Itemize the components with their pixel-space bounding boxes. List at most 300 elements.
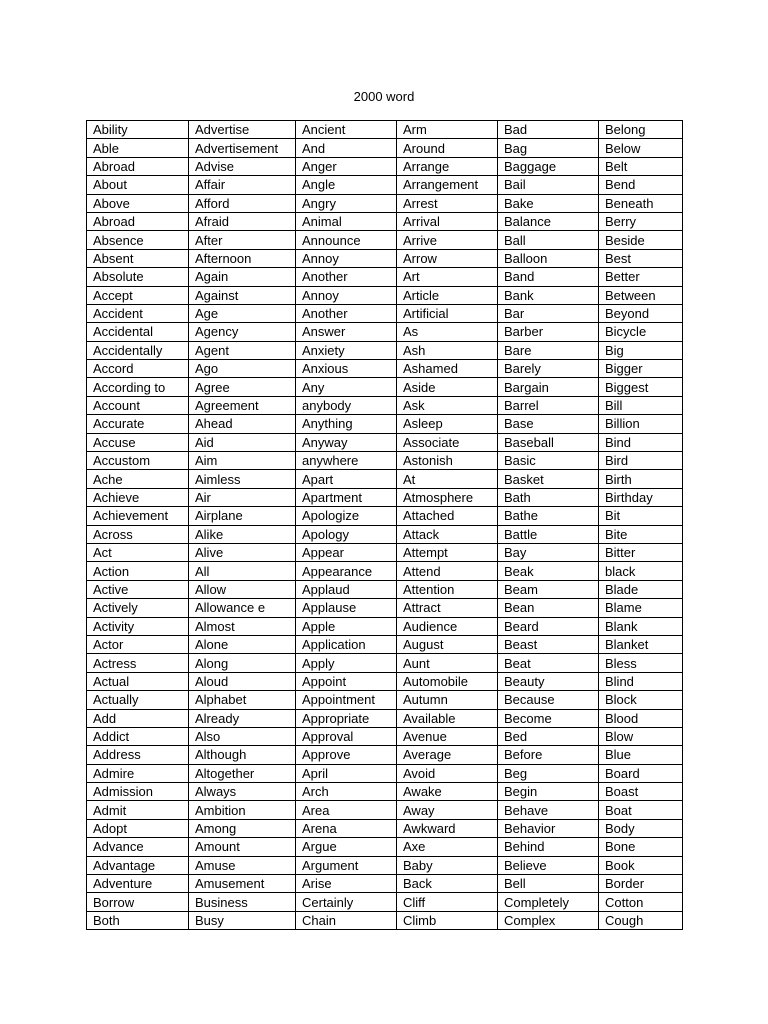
table-row [87, 304, 683, 322]
word-cell: Bell [498, 875, 599, 893]
word-cell: Afternoon [189, 249, 296, 267]
word-cell: All [189, 562, 296, 580]
word-cell: Advance [87, 838, 189, 856]
word-cell: Amuse [189, 856, 296, 874]
word-cell: Baseball [498, 433, 599, 451]
word-cell: Bath [498, 488, 599, 506]
word-cell: Berry [599, 212, 683, 230]
word-cell: Better [599, 268, 683, 286]
word-cell: Ache [87, 470, 189, 488]
word-cell: Certainly [296, 893, 397, 911]
word-cell: Basket [498, 470, 599, 488]
word-cell: Abroad [87, 212, 189, 230]
word-cell: Arrival [397, 212, 498, 230]
table-row [87, 231, 683, 249]
word-cell: Actively [87, 599, 189, 617]
word-cell: Actor [87, 635, 189, 653]
word-cell: Allowance e [189, 599, 296, 617]
word-cell: Bank [498, 286, 599, 304]
word-cell: Blood [599, 709, 683, 727]
word-cell: Both [87, 911, 189, 929]
word-cell: Admire [87, 764, 189, 782]
word-cell: Apartment [296, 488, 397, 506]
word-cell: Bless [599, 654, 683, 672]
word-cell: Applause [296, 599, 397, 617]
table-row [87, 286, 683, 304]
word-cell: Ashamed [397, 360, 498, 378]
word-cell: Beam [498, 580, 599, 598]
word-cell: Best [599, 249, 683, 267]
word-cell: Already [189, 709, 296, 727]
word-cell: Agreement [189, 396, 296, 414]
word-cell: Completely [498, 893, 599, 911]
word-cell: Answer [296, 323, 397, 341]
word-cell: Almost [189, 617, 296, 635]
word-cell: Aloud [189, 672, 296, 690]
word-cell: Article [397, 286, 498, 304]
word-cell: Ancient [296, 121, 397, 139]
table-row [87, 856, 683, 874]
word-cell: Blank [599, 617, 683, 635]
word-cell: Advertise [189, 121, 296, 139]
word-cell: Busy [189, 911, 296, 929]
table-row [87, 194, 683, 212]
word-cell: Alive [189, 543, 296, 561]
table-row [87, 249, 683, 267]
word-cell: Birthday [599, 488, 683, 506]
word-cell: Accustom [87, 452, 189, 470]
word-cell: Baby [397, 856, 498, 874]
word-cell: Arrangement [397, 176, 498, 194]
word-cell: Approval [296, 727, 397, 745]
word-cell: Cliff [397, 893, 498, 911]
word-cell: Astonish [397, 452, 498, 470]
word-cell: Alone [189, 635, 296, 653]
word-cell: Blue [599, 746, 683, 764]
word-cell: Barely [498, 360, 599, 378]
table-row [87, 801, 683, 819]
word-cell: Although [189, 746, 296, 764]
word-cell: Anyway [296, 433, 397, 451]
word-cell: Bare [498, 341, 599, 359]
word-cell: Anything [296, 415, 397, 433]
word-cell: Apology [296, 525, 397, 543]
word-cell: Aim [189, 452, 296, 470]
word-cell: Away [397, 801, 498, 819]
word-cell: Always [189, 783, 296, 801]
word-cell: Bit [599, 507, 683, 525]
word-cell: Behavior [498, 819, 599, 837]
table-row [87, 746, 683, 764]
table-row [87, 378, 683, 396]
word-cell: Achieve [87, 488, 189, 506]
word-cell: Attention [397, 580, 498, 598]
word-cell: Action [87, 562, 189, 580]
word-cell: Alike [189, 525, 296, 543]
word-cell: Bag [498, 139, 599, 157]
word-cell: Appropriate [296, 709, 397, 727]
word-cell: Attend [397, 562, 498, 580]
word-cell: Arena [296, 819, 397, 837]
word-cell: Bed [498, 727, 599, 745]
word-cell: Barber [498, 323, 599, 341]
word-cell: Admit [87, 801, 189, 819]
word-cell: Body [599, 819, 683, 837]
table-row [87, 212, 683, 230]
word-cell: Absolute [87, 268, 189, 286]
word-cell: Blade [599, 580, 683, 598]
word-cell: Basic [498, 452, 599, 470]
table-row [87, 525, 683, 543]
table-row [87, 323, 683, 341]
word-cell: Beat [498, 654, 599, 672]
word-cell: Bake [498, 194, 599, 212]
word-cell: Around [397, 139, 498, 157]
word-cell: Anxious [296, 360, 397, 378]
table-row [87, 599, 683, 617]
word-cell: Accept [87, 286, 189, 304]
word-cell: Balloon [498, 249, 599, 267]
word-table-body [87, 121, 683, 930]
word-cell: Ball [498, 231, 599, 249]
word-cell: Attempt [397, 543, 498, 561]
word-cell: Boast [599, 783, 683, 801]
word-cell: Below [599, 139, 683, 157]
word-cell: Borrow [87, 893, 189, 911]
word-cell: Blanket [599, 635, 683, 653]
table-row [87, 396, 683, 414]
word-cell: Afford [189, 194, 296, 212]
table-row [87, 893, 683, 911]
word-cell: Bad [498, 121, 599, 139]
word-cell: Adopt [87, 819, 189, 837]
word-cell: Accurate [87, 415, 189, 433]
word-cell: Age [189, 304, 296, 322]
word-cell: Able [87, 139, 189, 157]
word-cell: Airplane [189, 507, 296, 525]
table-row [87, 507, 683, 525]
word-cell: black [599, 562, 683, 580]
table-row [87, 911, 683, 929]
word-cell: Annoy [296, 286, 397, 304]
table-row [87, 672, 683, 690]
word-cell: Bargain [498, 378, 599, 396]
word-cell: Act [87, 543, 189, 561]
table-row [87, 470, 683, 488]
table-row [87, 691, 683, 709]
word-cell: Applaud [296, 580, 397, 598]
table-row [87, 488, 683, 506]
word-cell: Behave [498, 801, 599, 819]
word-cell: Alphabet [189, 691, 296, 709]
word-cell: Admission [87, 783, 189, 801]
word-cell: Add [87, 709, 189, 727]
table-row [87, 875, 683, 893]
word-cell: And [296, 139, 397, 157]
word-cell: Cough [599, 911, 683, 929]
word-cell: Among [189, 819, 296, 837]
word-table [86, 120, 683, 930]
table-row [87, 268, 683, 286]
word-cell: Available [397, 709, 498, 727]
word-cell: Activity [87, 617, 189, 635]
word-cell: Art [397, 268, 498, 286]
word-cell: Bathe [498, 507, 599, 525]
word-cell: Before [498, 746, 599, 764]
word-cell: Chain [296, 911, 397, 929]
word-cell: Affair [189, 176, 296, 194]
word-cell: Aid [189, 433, 296, 451]
word-cell: Bail [498, 176, 599, 194]
word-cell: Back [397, 875, 498, 893]
table-row [87, 433, 683, 451]
word-cell: Animal [296, 212, 397, 230]
word-cell: Arrow [397, 249, 498, 267]
word-cell: Arrive [397, 231, 498, 249]
word-cell: Bend [599, 176, 683, 194]
table-row [87, 654, 683, 672]
word-cell: Blow [599, 727, 683, 745]
word-cell: Block [599, 691, 683, 709]
word-cell: Billion [599, 415, 683, 433]
word-cell: Bicycle [599, 323, 683, 341]
table-row [87, 341, 683, 359]
word-cell: Artificial [397, 304, 498, 322]
word-cell: Bird [599, 452, 683, 470]
word-cell: Also [189, 727, 296, 745]
word-cell: Active [87, 580, 189, 598]
word-cell: Beg [498, 764, 599, 782]
word-cell: Bone [599, 838, 683, 856]
word-cell: Another [296, 304, 397, 322]
word-cell: Accident [87, 304, 189, 322]
word-cell: Apply [296, 654, 397, 672]
word-cell: Aside [397, 378, 498, 396]
table-row [87, 543, 683, 561]
word-cell: Beard [498, 617, 599, 635]
word-cell: Beyond [599, 304, 683, 322]
word-cell: Beast [498, 635, 599, 653]
word-cell: Boat [599, 801, 683, 819]
word-cell: Actress [87, 654, 189, 672]
page-title: 2000 word [353, 89, 415, 104]
word-cell: Belt [599, 157, 683, 175]
word-cell: Bind [599, 433, 683, 451]
table-row [87, 176, 683, 194]
word-cell: After [189, 231, 296, 249]
table-row [87, 415, 683, 433]
word-cell: Achievement [87, 507, 189, 525]
word-cell: Avoid [397, 764, 498, 782]
word-cell: Beside [599, 231, 683, 249]
word-cell: Baggage [498, 157, 599, 175]
word-cell: Ambition [189, 801, 296, 819]
word-cell: Anger [296, 157, 397, 175]
word-cell: As [397, 323, 498, 341]
word-cell: Appointment [296, 691, 397, 709]
table-row [87, 452, 683, 470]
word-cell: Audience [397, 617, 498, 635]
word-cell: Account [87, 396, 189, 414]
word-cell: Become [498, 709, 599, 727]
word-cell: Advertisement [189, 139, 296, 157]
word-cell: Balance [498, 212, 599, 230]
word-cell: Another [296, 268, 397, 286]
table-row [87, 157, 683, 175]
word-cell: Absence [87, 231, 189, 249]
word-cell: About [87, 176, 189, 194]
word-cell: Bar [498, 304, 599, 322]
table-row [87, 764, 683, 782]
word-cell: Ability [87, 121, 189, 139]
table-row [87, 727, 683, 745]
word-cell: Agent [189, 341, 296, 359]
word-cell: Ago [189, 360, 296, 378]
word-cell: Bite [599, 525, 683, 543]
word-cell: Area [296, 801, 397, 819]
word-cell: Agency [189, 323, 296, 341]
word-cell: Birth [599, 470, 683, 488]
table-row [87, 360, 683, 378]
word-cell: Allow [189, 580, 296, 598]
word-cell: Appoint [296, 672, 397, 690]
word-cell: Believe [498, 856, 599, 874]
word-cell: Blame [599, 599, 683, 617]
word-cell: Asleep [397, 415, 498, 433]
word-cell: Awake [397, 783, 498, 801]
table-row [87, 819, 683, 837]
word-cell: Autumn [397, 691, 498, 709]
word-cell: Addict [87, 727, 189, 745]
word-cell: Argue [296, 838, 397, 856]
word-cell: Average [397, 746, 498, 764]
word-cell: Accord [87, 360, 189, 378]
word-cell: Above [87, 194, 189, 212]
word-cell: At [397, 470, 498, 488]
word-cell: Band [498, 268, 599, 286]
word-cell: Air [189, 488, 296, 506]
word-cell: Arrest [397, 194, 498, 212]
word-cell: Any [296, 378, 397, 396]
table-row [87, 562, 683, 580]
word-cell: Agree [189, 378, 296, 396]
word-cell: Ask [397, 396, 498, 414]
word-cell: Aimless [189, 470, 296, 488]
word-cell: Approve [296, 746, 397, 764]
word-cell: Against [189, 286, 296, 304]
word-cell: Application [296, 635, 397, 653]
word-cell: According to [87, 378, 189, 396]
word-cell: Barrel [498, 396, 599, 414]
table-row [87, 617, 683, 635]
word-cell: Apologize [296, 507, 397, 525]
word-cell: Automobile [397, 672, 498, 690]
word-cell: August [397, 635, 498, 653]
word-cell: Biggest [599, 378, 683, 396]
word-cell: April [296, 764, 397, 782]
word-cell: Complex [498, 911, 599, 929]
word-cell: Arm [397, 121, 498, 139]
word-cell: Adventure [87, 875, 189, 893]
word-cell: Apple [296, 617, 397, 635]
word-cell: Board [599, 764, 683, 782]
word-cell: Behind [498, 838, 599, 856]
word-cell: Arise [296, 875, 397, 893]
word-cell: Bigger [599, 360, 683, 378]
word-cell: Base [498, 415, 599, 433]
word-cell: Again [189, 268, 296, 286]
word-cell: Argument [296, 856, 397, 874]
word-cell: Axe [397, 838, 498, 856]
word-cell: Amusement [189, 875, 296, 893]
word-cell: Advise [189, 157, 296, 175]
word-cell: Advantage [87, 856, 189, 874]
word-cell: Amount [189, 838, 296, 856]
table-row [87, 121, 683, 139]
table-row [87, 635, 683, 653]
word-cell: Border [599, 875, 683, 893]
word-cell: Beak [498, 562, 599, 580]
word-cell: anywhere [296, 452, 397, 470]
word-cell: Attack [397, 525, 498, 543]
word-cell: Announce [296, 231, 397, 249]
word-cell: Climb [397, 911, 498, 929]
word-cell: Associate [397, 433, 498, 451]
word-cell: Avenue [397, 727, 498, 745]
word-cell: Altogether [189, 764, 296, 782]
word-cell: Across [87, 525, 189, 543]
word-cell: Book [599, 856, 683, 874]
word-cell: Cotton [599, 893, 683, 911]
word-cell: anybody [296, 396, 397, 414]
word-cell: Beauty [498, 672, 599, 690]
word-cell: Business [189, 893, 296, 911]
word-cell: Appearance [296, 562, 397, 580]
word-cell: Big [599, 341, 683, 359]
word-cell: Bitter [599, 543, 683, 561]
word-cell: Angry [296, 194, 397, 212]
word-cell: Address [87, 746, 189, 764]
word-cell: Arch [296, 783, 397, 801]
word-cell: Accidental [87, 323, 189, 341]
word-cell: Absent [87, 249, 189, 267]
table-row [87, 580, 683, 598]
word-cell: Awkward [397, 819, 498, 837]
word-cell: Because [498, 691, 599, 709]
word-cell: Blind [599, 672, 683, 690]
word-cell: Abroad [87, 157, 189, 175]
word-cell: Accuse [87, 433, 189, 451]
word-cell: Ash [397, 341, 498, 359]
word-cell: Belong [599, 121, 683, 139]
word-cell: Beneath [599, 194, 683, 212]
word-cell: Annoy [296, 249, 397, 267]
table-row [87, 838, 683, 856]
word-cell: Apart [296, 470, 397, 488]
word-cell: Attract [397, 599, 498, 617]
table-row [87, 783, 683, 801]
word-cell: Accidentally [87, 341, 189, 359]
word-cell: Battle [498, 525, 599, 543]
word-cell: Bay [498, 543, 599, 561]
word-cell: Atmosphere [397, 488, 498, 506]
table-row [87, 139, 683, 157]
word-cell: Bill [599, 396, 683, 414]
word-cell: Along [189, 654, 296, 672]
table-row [87, 709, 683, 727]
word-cell: Appear [296, 543, 397, 561]
word-cell: Angle [296, 176, 397, 194]
